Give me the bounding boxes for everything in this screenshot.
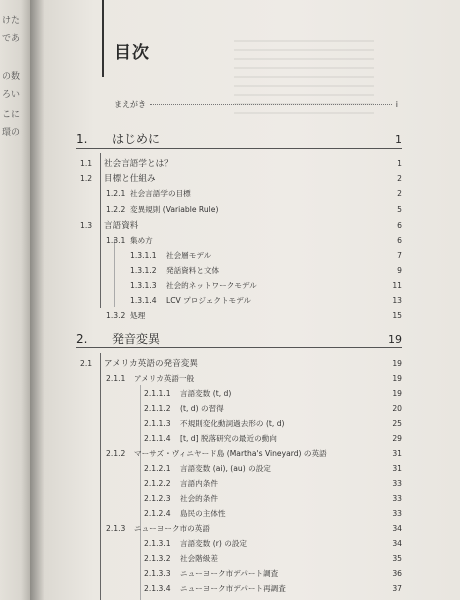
entry-title: 社会階級差 [180,554,218,563]
entry-number: 2.1.3 [106,524,126,533]
entry-page: 31 [392,449,402,458]
toc-entry [106,310,402,321]
toc-entry [80,157,402,169]
entry-page: 25 [392,419,402,428]
entry-page: 15 [392,311,402,320]
toc-entry [144,568,402,579]
entry-page: 31 [392,464,402,473]
entry-number: 2.1.2.3 [144,494,171,503]
toc-entry [144,493,402,504]
entry-page: 2 [397,189,402,198]
entry-title: 変異規則 (Variable Rule) [130,205,219,214]
entry-title: LCV プロジェクトモデル [166,296,251,305]
toc-page [44,0,460,600]
toc-entry [106,235,402,246]
entry-title: マーサズ・ヴィニヤード島 (Martha's Vineyard) の英語 [134,449,327,458]
entry-number: 1.1 [80,159,93,168]
entry-page: 37 [392,584,402,593]
toc-entry [80,357,402,369]
entry-title: 社会的条件 [180,494,218,503]
toc-entry [144,388,402,399]
entry-title: 言語変数 (t, d) [180,389,232,398]
chapter-page: 19 [388,333,402,346]
entry-number: 2.1.2.1 [144,464,171,473]
entry-title: 集め方 [130,236,153,245]
entry-number: 2.1.2.2 [144,479,171,488]
toc-entry [130,250,402,261]
entry-title: 社会言語学の目標 [130,189,191,198]
entry-title: ニューヨーク市デパート再調査 [180,584,286,593]
entry-number: 2.1.3.4 [144,584,171,593]
entry-number: 1.3.1.4 [130,296,157,305]
entry-number: 1.3.1.2 [130,266,157,275]
chapter-title: はじめに [112,132,161,146]
toc-entry [144,478,402,489]
entry-title: [t, d] 脱落研究の最近の動向 [180,434,277,443]
title-rule [102,0,104,77]
page-fragment: ろい [2,90,21,100]
entry-number: 2.1.1 [106,374,126,383]
toc-chapter [76,130,402,147]
entry-page: 13 [392,296,402,305]
entry-number: 2.1 [80,359,93,368]
entry-title: 言語変数 (r) の設定 [180,539,248,548]
entry-title: 言語内条件 [180,479,218,488]
entry-title: 発話資料と文体 [166,266,220,275]
subsection-line [114,239,115,307]
entry-title: 処理 [130,311,146,320]
entry-page: 36 [392,569,402,578]
entry-title: ニューヨーク市の英語 [134,524,210,533]
page-fragment: けた [2,16,21,26]
page-fragment: の数 [2,72,21,82]
entry-number: 1.3.1.1 [130,251,157,260]
entry-number: 2.1.3.2 [144,554,171,563]
entry-number: 2.1.1.1 [144,389,171,398]
toc-entry [144,553,402,564]
chapter-number: 2. [76,332,88,346]
toc-chapter [76,330,402,347]
entry-number: 1.3.1.3 [130,281,157,290]
toc-entry [144,508,402,519]
toc-entry [144,583,402,594]
toc-entry [144,403,402,414]
entry-page: 6 [397,221,402,230]
entry-page: 19 [392,389,402,398]
entry-page: 29 [392,434,402,443]
chapter-title: 発音変異 [112,332,161,346]
entry-page: 35 [392,554,402,563]
entry-title: 社会的ネットワークモデル [166,281,257,290]
entry-page: 33 [392,494,402,503]
entry-number: 2.1.2 [106,449,126,458]
entry-page: 19 [392,374,402,383]
entry-number: 2.1.1.4 [144,434,171,443]
entry-title: 不規則変化動詞過去形の (t, d) [180,419,285,428]
toc-entry [106,204,402,215]
preface-page: i [395,100,398,109]
page-fragment: であ [2,34,21,44]
toc-preface [114,99,398,110]
entry-number: 2.1.2.4 [144,509,171,518]
entry-page: 2 [397,174,402,183]
section-bar [100,353,101,600]
page-title: 目次 [114,43,150,63]
toc-entry [130,280,402,291]
entry-number: 2.1.1.3 [144,419,171,428]
toc-entry [130,295,402,306]
book-gutter [30,0,44,600]
chapter-rule [76,148,402,149]
subsection-line [140,385,141,600]
page-fragment: こに [2,110,21,120]
entry-title: 言語変数 (ai), (au) の設定 [180,464,271,473]
entry-number: 1.3 [80,221,93,230]
entry-number: 1.2.1 [106,189,126,198]
entry-number: 1.3.1 [106,236,126,245]
toc-entry [144,418,402,429]
entry-page: 1 [397,159,402,168]
page-fragment: 環の [2,128,21,138]
toc-entry [106,188,402,199]
toc-entry [144,538,402,549]
entry-page: 6 [397,236,402,245]
entry-title: 言語資料 [104,221,139,231]
toc-entry [130,265,402,276]
entry-number: 2.1.3.3 [144,569,171,578]
toc-entry [80,219,402,231]
previous-page-edge [0,0,30,600]
toc-entry [144,463,402,474]
entry-title: ニューヨーク市デパート調査 [180,569,279,578]
toc-entry [106,448,402,459]
entry-page: 7 [397,251,402,260]
entry-number: 1.2.2 [106,205,126,214]
toc-entry [106,373,402,384]
entry-page: 33 [392,509,402,518]
entry-title: 社会層モデル [166,251,212,260]
toc-entry [144,433,402,444]
entry-number: 2.1.1.2 [144,404,171,413]
entry-page: 20 [392,404,402,413]
entry-page: 19 [392,359,402,368]
toc-entry [106,523,402,534]
entry-title: 社会言語学とは？ [104,159,173,169]
chapter-number: 1. [76,132,88,146]
entry-title: 島民の主体性 [180,509,226,518]
entry-number: 1.2 [80,174,93,183]
chapter-rule [76,347,402,348]
preface-title: まえがき [114,100,146,109]
entry-number: 1.3.2 [106,311,126,320]
entry-page: 34 [392,539,402,548]
chapter-page: 1 [395,133,402,146]
entry-title: 目標と仕組み [104,174,156,184]
entry-number: 2.1.3.1 [144,539,171,548]
entry-page: 33 [392,479,402,488]
entry-page: 5 [397,205,402,214]
entry-page: 9 [397,266,402,275]
leader-dots [150,104,392,105]
entry-page: 11 [392,281,402,290]
entry-title: アメリカ英語の発音変異 [104,359,198,369]
entry-page: 34 [392,524,402,533]
entry-title: (t, d) の習得 [180,404,224,413]
toc-entry [80,172,402,184]
entry-title: アメリカ英語一般 [134,374,195,383]
